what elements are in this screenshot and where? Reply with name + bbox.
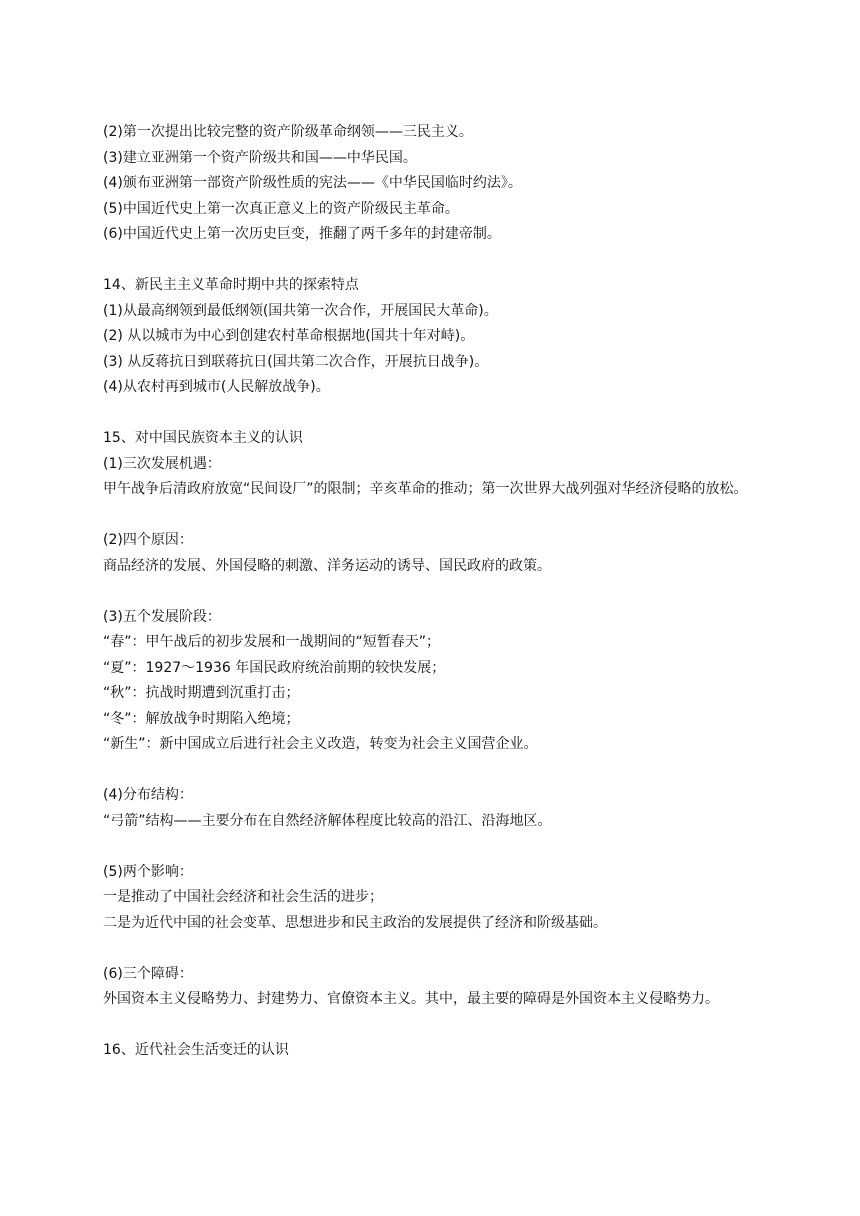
list-item: “秋”：抗战时期遭到沉重打击； [103,685,300,701]
list-item: (2)第一次提出比较完整的资产阶级革命纲领——三民主义。 [103,124,473,140]
subheading: (5)两个影响： [103,863,193,880]
list-item: “冬”：解放战争时期陷入绝境； [103,710,300,727]
list-item: “夏”：1927～1936 年国民政府统治前期的较快发展； [103,659,446,676]
subheading: (2)四个原因： [103,532,193,548]
subheading: (4)分布结构： [103,787,193,803]
list-item: 一是推动了中国社会经济和社会生活的进步； [103,889,383,905]
list-item: “春”：甲午战后的初步发展和一战期间的“短暂春天”； [103,634,441,650]
list-item: “新生”：新中国成立后进行社会主义改造，转变为社会主义国营企业。 [103,736,538,752]
list-item: (6)中国近代史上第一次历史巨变，推翻了两千多年的封建帝制。 [103,226,501,242]
list-item: (5)中国近代史上第一次真正意义上的资产阶级民主革命。 [103,200,459,217]
list-item: 二是为近代中国的社会变革、思想进步和民主政治的发展提供了经济和阶级基础。 [103,914,607,931]
list-item: (3) 从反蒋抗日到联蒋抗日(国共第二次合作，开展抗日战争)。 [103,353,489,370]
list-item: (3)建立亚洲第一个资产阶级共和国——中华民国。 [103,149,417,166]
section-heading-15: 15、对中国民族资本主义的认识 [103,430,303,446]
list-item: (4)从农村再到城市(人民解放战争)。 [103,379,330,395]
paragraph: 甲午战争后清政府放宽“民间设厂”的限制；辛亥革命的推动；第一次世界大战列强对华经济侵略的放松。 [103,481,748,497]
subheading: (1)三次发展机遇： [103,455,221,472]
paragraph: 商品经济的发展、外国侵略的刺激、洋务运动的诱导、国民政府的政策。 [103,557,551,574]
list-item: (4)颁布亚洲第一部资产阶级性质的宪法——《中华民国临时约法》。 [103,175,522,191]
list-item: (2) 从以城市为中心到创建农村革命根据地(国共十年对峙)。 [103,328,475,344]
paragraph: 外国资本主义侵略势力、封建势力、官僚资本主义。其中，最主要的障碍是外国资本主义侵略势力。 [103,991,719,1007]
subheading: (3)五个发展阶段： [103,608,221,625]
section-heading-16: 16、近代社会生活变迁的认识 [103,1042,289,1058]
list-item: (1)从最高纲领到最低纲领(国共第一次合作，开展国民大革命)。 [103,302,498,319]
subheading: (6)三个障碍： [103,965,193,982]
paragraph: “弓箭”结构——主要分布在自然经济解体程度比较高的沿江、沿海地区。 [103,812,552,829]
document-body [103,120,771,1064]
section-heading-14: 14、新民主主义革命时期中共的探索特点 [103,277,359,293]
